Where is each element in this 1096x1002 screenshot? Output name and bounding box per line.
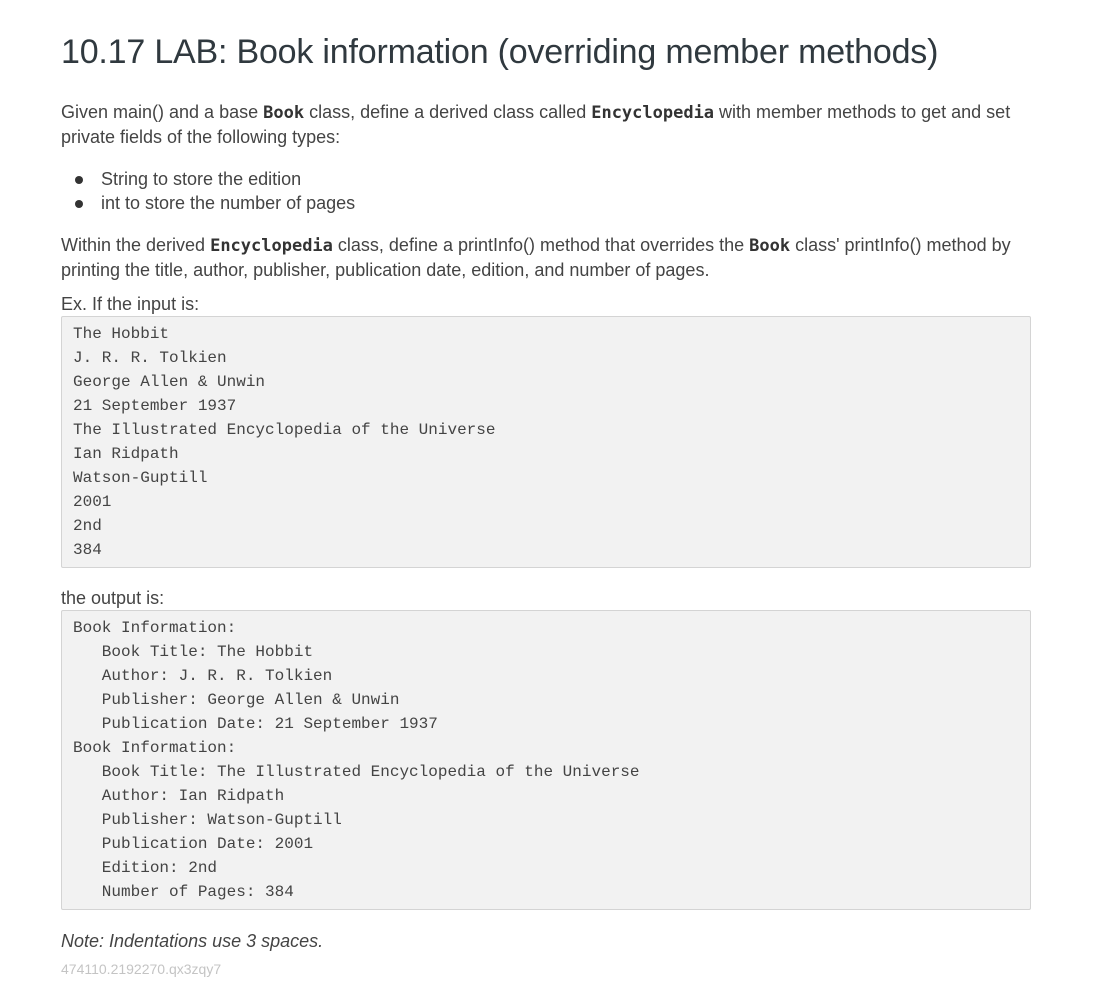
input-line: George Allen & Unwin [73, 373, 266, 391]
output-line: Book Title: The Illustrated Encyclopedia of the Universe [73, 763, 640, 781]
output-line: Number of Pages: 384 [73, 883, 294, 901]
input-line: Ian Ridpath [73, 445, 179, 463]
output-line: Book Information: [73, 619, 237, 637]
code-encyclopedia: Encyclopedia [591, 103, 715, 123]
bullet-icon [75, 200, 83, 208]
field-type-list [61, 167, 1031, 215]
page-title: 10.17 LAB: Book information (overriding member methods) [61, 33, 939, 71]
input-line: 2nd [73, 517, 102, 535]
output-line: Publisher: Watson-Guptill [73, 811, 342, 829]
output-line: Book Information: [73, 739, 237, 757]
code-encyclopedia: Encyclopedia [210, 236, 333, 256]
input-line: J. R. R. Tolkien [73, 349, 227, 367]
example-input-block [61, 316, 1031, 568]
within-text-3: class' printInfo() method by printing the title, author, publisher, publication date, edition, and number of pages. [61, 235, 1011, 280]
example-label: Ex. If the input is: [61, 294, 200, 314]
intro-paragraph [61, 100, 1031, 149]
list-item [61, 191, 1031, 215]
output-label: the output is: [61, 588, 165, 608]
intro-text-1: Given main() and a base [61, 102, 264, 122]
input-line: Watson-Guptill [73, 469, 208, 487]
output-line: Author: Ian Ridpath [73, 787, 285, 805]
output-line: Publication Date: 2001 [73, 835, 314, 853]
within-paragraph [61, 233, 1031, 282]
bullet-icon [75, 176, 83, 184]
output-line: Edition: 2nd [73, 859, 218, 877]
input-line: 21 September 1937 [73, 397, 237, 415]
input-line: 384 [73, 541, 102, 559]
intro-text-2: class, define a derived class called [304, 102, 592, 122]
intro-text-3: with member methods to get and set private fields of the following types: [61, 102, 1011, 147]
input-line: The Illustrated Encyclopedia of the Universe [73, 421, 496, 439]
output-line: Book Title: The Hobbit [73, 643, 314, 661]
within-text-1: Within the derived [61, 235, 211, 255]
output-line: Author: J. R. R. Tolkien [73, 667, 333, 685]
input-line: 2001 [73, 493, 112, 511]
within-text-2: class, define a printInfo() method that overrides the [332, 235, 750, 255]
output-line: Publisher: George Allen & Unwin [73, 691, 400, 709]
list-item-text: String to store the edition [101, 169, 302, 189]
code-book: Book [263, 103, 305, 123]
example-output-block [61, 610, 1031, 910]
code-book: Book [749, 236, 791, 256]
indentation-note: Note: Indentations use 3 spaces. [61, 931, 324, 951]
lab-content [61, 0, 1031, 978]
input-line: The Hobbit [73, 325, 170, 343]
lab-id: 474110.2192270.qx3zqy7 [61, 961, 222, 977]
list-item-text: int to store the number of pages [101, 193, 356, 213]
output-line: Publication Date: 21 September 1937 [73, 715, 438, 733]
list-item [61, 167, 1031, 191]
